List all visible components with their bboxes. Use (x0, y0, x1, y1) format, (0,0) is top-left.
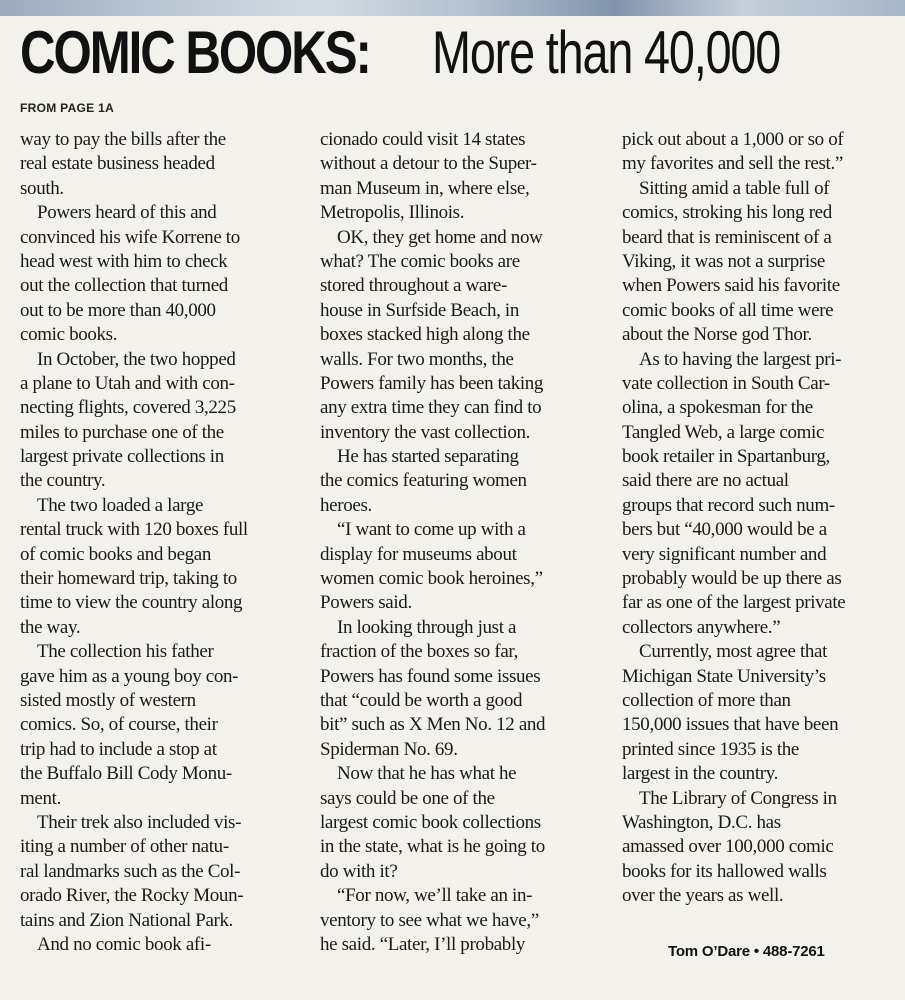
text-line: printed since 1935 is the (622, 738, 799, 760)
article-column-3 (622, 128, 905, 909)
text-line: comics, stroking his long red (622, 202, 832, 224)
text-line: cionado could visit 14 states (320, 129, 526, 150)
text-line: books for its hallowed walls (622, 860, 827, 882)
text-line: the country. (20, 470, 106, 492)
text-line: house in Surfside Beach, in (320, 299, 519, 321)
text-line: amassed over 100,000 comic (622, 836, 834, 858)
text-line: largest private collections in (20, 446, 224, 468)
text-line: ventory to see what we have,” (320, 909, 539, 931)
text-line: walls. For two months, the (320, 348, 514, 370)
text-line: comic books. (20, 324, 118, 346)
text-line: And no comic book afi- (37, 933, 211, 955)
text-line: way to pay the bills after the (20, 129, 226, 150)
text-line: he said. “Later, I’ll probably (320, 933, 526, 955)
text-line: beard that is reminiscent of a (622, 226, 832, 248)
text-line: miles to purchase one of the (20, 421, 224, 443)
text-line: The Library of Congress in (639, 787, 837, 809)
text-line: largest comic book collections (320, 811, 541, 833)
text-line: head west with him to check (20, 250, 228, 272)
text-line: south. (20, 177, 64, 199)
text-line: Currently, most agree that (639, 641, 828, 663)
text-line: The two loaded a large (37, 494, 204, 516)
headline-light: More than 40,000 (432, 19, 781, 86)
text-line: over the years as well. (622, 885, 784, 907)
text-line: about the Norse god Thor. (622, 324, 812, 346)
text-line: a plane to Utah and with con- (20, 372, 235, 394)
text-line: inventory the vast collection. (320, 421, 531, 443)
text-line: groups that record such num- (622, 494, 835, 516)
text-line: of comic books and began (20, 543, 212, 565)
text-line: man Museum in, where else, (320, 177, 530, 199)
text-line: Michigan State University’s (622, 665, 826, 687)
text-line: fraction of the boxes so far, (320, 641, 519, 663)
text-line: vate collection in South Car- (622, 372, 830, 394)
text-line: ment. (20, 787, 61, 809)
text-line: Tangled Web, a large comic (622, 421, 825, 443)
text-line: real estate business headed (20, 153, 215, 175)
text-line: display for museums about (320, 543, 517, 565)
text-line: ral landmarks such as the Col- (20, 860, 241, 882)
text-line: Spiderman No. 69. (320, 738, 458, 760)
text-line: in the state, what is he going to (320, 836, 545, 858)
text-line: OK, they get home and now (337, 226, 543, 248)
byline: Tom O’Dare • 488-7261 (668, 943, 825, 960)
text-line: In October, the two hopped (37, 348, 236, 370)
text-line: Sitting amid a table full of (639, 177, 830, 199)
text-line: Viking, it was not a surprise (622, 250, 825, 272)
text-line: bers but “40,000 would be a (622, 519, 827, 541)
text-line: “I want to come up with a (337, 519, 526, 541)
headline-bold: COMIC BOOKS: (20, 19, 370, 86)
text-line: my favorites and sell the rest.” (622, 153, 843, 175)
text-line: largest in the country. (622, 763, 779, 785)
text-line: pick out about a 1,000 or so of (622, 129, 844, 150)
text-line: orado River, the Rocky Moun- (20, 885, 244, 907)
text-line: sisted mostly of western (20, 689, 196, 711)
text-line: out to be more than 40,000 (20, 299, 216, 321)
text-line: Powers has found some issues (320, 665, 541, 687)
text-line: collectors anywhere.” (622, 616, 781, 638)
text-line: Washington, D.C. has (622, 811, 781, 833)
text-line: what? The comic books are (320, 250, 520, 272)
text-line: stored throughout a ware- (320, 275, 507, 297)
text-line: very significant number and (622, 543, 827, 565)
text-line: do with it? (320, 860, 398, 882)
text-line: rental truck with 120 boxes full (20, 519, 248, 541)
text-line: Powers said. (320, 592, 412, 614)
text-line: comics. So, of course, their (20, 714, 218, 736)
text-line: heroes. (320, 494, 372, 516)
text-line: trip had to include a stop at (20, 738, 217, 760)
text-line: gave him as a young boy con- (20, 665, 239, 687)
text-line: iting a number of other natu- (20, 836, 229, 858)
text-line: 150,000 issues that have been (622, 714, 839, 736)
text-line: the comics featuring women (320, 470, 527, 492)
text-line: Now that he has what he (337, 763, 517, 785)
text-line: He has started separating (337, 446, 519, 468)
text-line: the Buffalo Bill Cody Monu- (20, 763, 232, 785)
text-line: Powers family has been taking (320, 372, 544, 394)
text-line: convinced his wife Korrene to (20, 226, 240, 248)
text-line: The collection his father (37, 641, 214, 663)
text-line: As to having the largest pri- (639, 348, 842, 370)
text-line: probably would be up there as (622, 568, 842, 590)
text-line: when Powers said his favorite (622, 275, 840, 297)
text-line: bit” such as X Men No. 12 and (320, 714, 546, 736)
text-line: olina, a spokesman for the (622, 397, 813, 419)
text-line: Powers heard of this and (37, 202, 217, 224)
article-column-2 (320, 128, 605, 957)
text-line: Metropolis, Illinois. (320, 202, 465, 224)
article-column-1 (20, 128, 305, 957)
text-line: says could be one of the (320, 787, 495, 809)
text-line: book retailer in Spartanburg, (622, 446, 830, 468)
text-line: time to view the country along (20, 592, 243, 614)
text-line: any extra time they can find to (320, 397, 542, 419)
text-line: In looking through just a (337, 616, 517, 638)
jump-label: FROM PAGE 1A (20, 101, 115, 115)
text-line: Their trek also included vis- (37, 811, 242, 833)
text-line: women comic book heroines,” (320, 568, 543, 590)
text-line: far as one of the largest private (622, 592, 846, 614)
text-line: necting flights, covered 3,225 (20, 397, 236, 419)
text-line: out the collection that turned (20, 275, 228, 297)
text-line: said there are no actual (622, 470, 789, 492)
text-line: that “could be worth a good (320, 689, 523, 711)
headline (20, 14, 890, 92)
text-line: tains and Zion National Park. (20, 909, 234, 931)
text-line: the way. (20, 616, 81, 638)
text-line: their homeward trip, taking to (20, 568, 237, 590)
text-line: comic books of all time were (622, 299, 834, 321)
text-line: collection of more than (622, 689, 791, 711)
text-line: boxes stacked high along the (320, 324, 530, 346)
text-line: “For now, we’ll take an in- (337, 885, 533, 907)
text-line: without a detour to the Super- (320, 153, 537, 175)
